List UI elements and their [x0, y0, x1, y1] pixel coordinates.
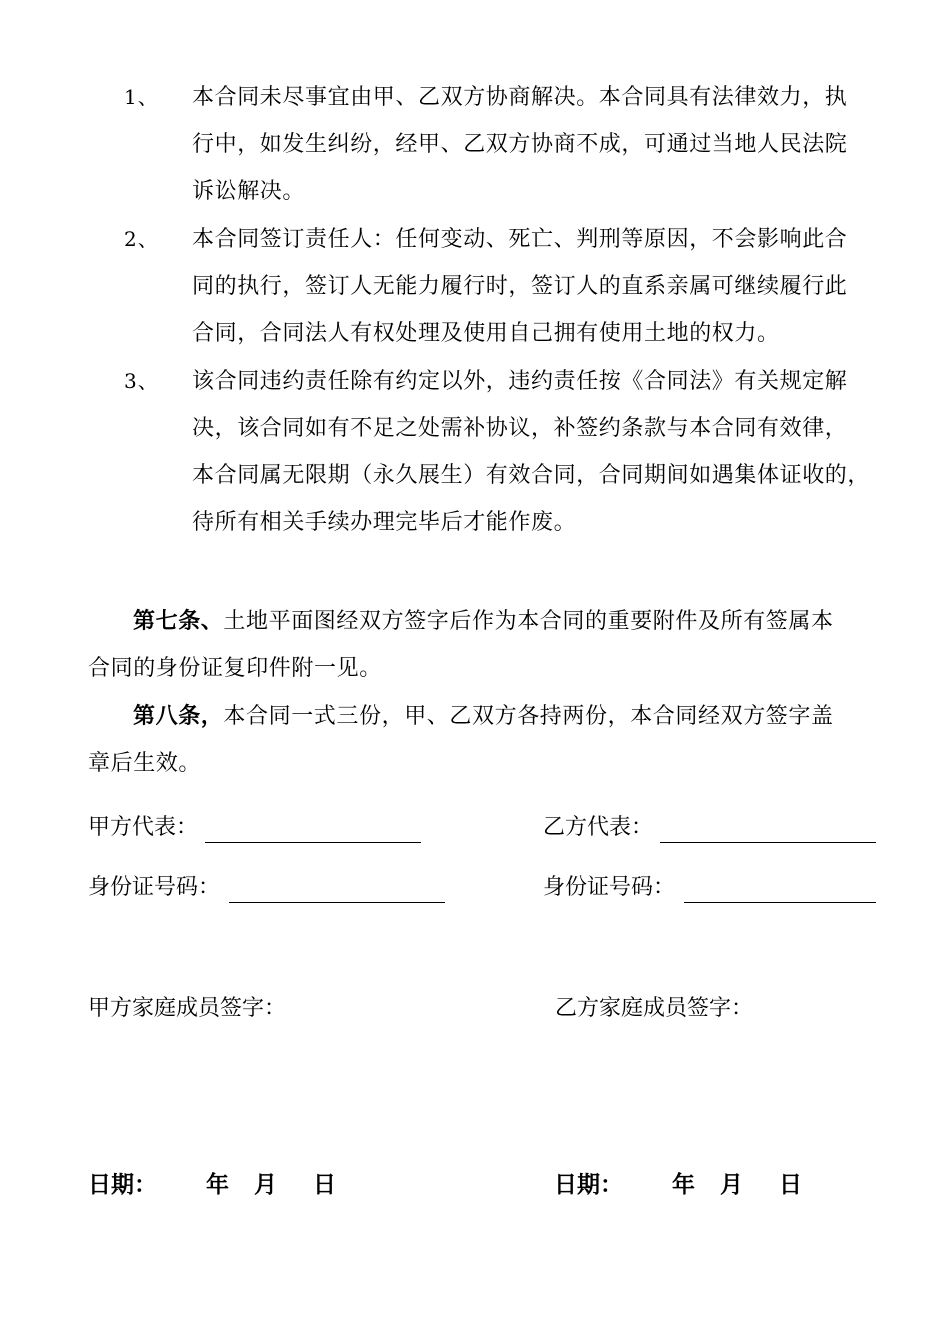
article-8-line-1 — [88, 693, 888, 740]
article-7-heading: 第七条、 — [133, 608, 224, 634]
clause-line: 本合同未尽事宜由甲、乙双方协商解决。本合同具有法律效力，执 — [192, 85, 848, 110]
party-b-rep-blank[interactable] — [660, 842, 876, 843]
clause-line: 本合同签订责任人：任何变动、死亡、判刑等原因，不会影响此合 — [192, 227, 848, 252]
date-year: 年 — [672, 1172, 695, 1198]
date-day: 日 — [779, 1172, 802, 1198]
article-7 — [88, 598, 888, 692]
date-day: 日 — [313, 1172, 336, 1198]
party-a-id-blank[interactable] — [229, 902, 445, 903]
party-b-id-label: 身份证号码： — [543, 875, 676, 900]
article-8-line-2: 章后生效。 — [88, 751, 202, 776]
article-7-text: 土地平面图经双方签字后作为本合同的重要附件及所有签属本 — [223, 609, 834, 634]
party-a-family-label: 甲方家庭成员签字： — [88, 996, 287, 1021]
date-right — [554, 1168, 802, 1202]
party-b-rep-label: 乙方代表： — [543, 815, 654, 840]
article-8-text: 本合同一式三份，甲、乙双方各持两份，本合同经双方签字盖 — [223, 704, 834, 729]
article-7-line-2: 合同的身份证复印件附一见。 — [88, 656, 382, 681]
date-label: 日期： — [554, 1172, 623, 1198]
clause-line: 诉讼解决。 — [192, 179, 306, 204]
party-b-id-blank[interactable] — [684, 902, 876, 903]
clause-line: 本合同属无限期（永久展生）有效合同，合同期间如遇集体证收的， — [192, 463, 871, 488]
clause-line: 决，该合同如有不足之处需补协议，补签约条款与本合同有效律， — [192, 416, 848, 441]
clause-number: 3、 — [124, 369, 159, 393]
date-label: 日期： — [88, 1172, 157, 1198]
date-left — [88, 1168, 336, 1202]
party-b-family-label: 乙方家庭成员签字： — [555, 996, 754, 1021]
date-year: 年 — [206, 1172, 229, 1198]
date-month: 月 — [720, 1172, 743, 1198]
clause-line: 待所有相关手续办理完毕后才能作废。 — [192, 510, 577, 535]
party-a-id-label: 身份证号码： — [88, 875, 221, 900]
clause-line: 该合同违约责任除有约定以外，违约责任按《合同法》有关规定解 — [192, 369, 848, 394]
clause-line: 同的执行，签订人无能力履行时，签订人的直系亲属可继续履行此 — [192, 274, 848, 299]
date-month: 月 — [254, 1172, 277, 1198]
article-8 — [88, 693, 888, 787]
clause-line: 合同，合同法人有权处理及使用自己拥有使用土地的权力。 — [192, 321, 780, 346]
clause-line: 行中，如发生纠纷，经甲、乙双方协商不成，可通过当地人民法院 — [192, 132, 848, 157]
clause-number: 1、 — [124, 85, 159, 109]
party-a-rep-blank[interactable] — [205, 842, 421, 843]
article-8-heading: 第八条， — [133, 703, 224, 729]
party-a-rep-label: 甲方代表： — [88, 815, 199, 840]
article-7-line-1 — [88, 598, 888, 645]
clause-number: 2、 — [124, 227, 159, 251]
